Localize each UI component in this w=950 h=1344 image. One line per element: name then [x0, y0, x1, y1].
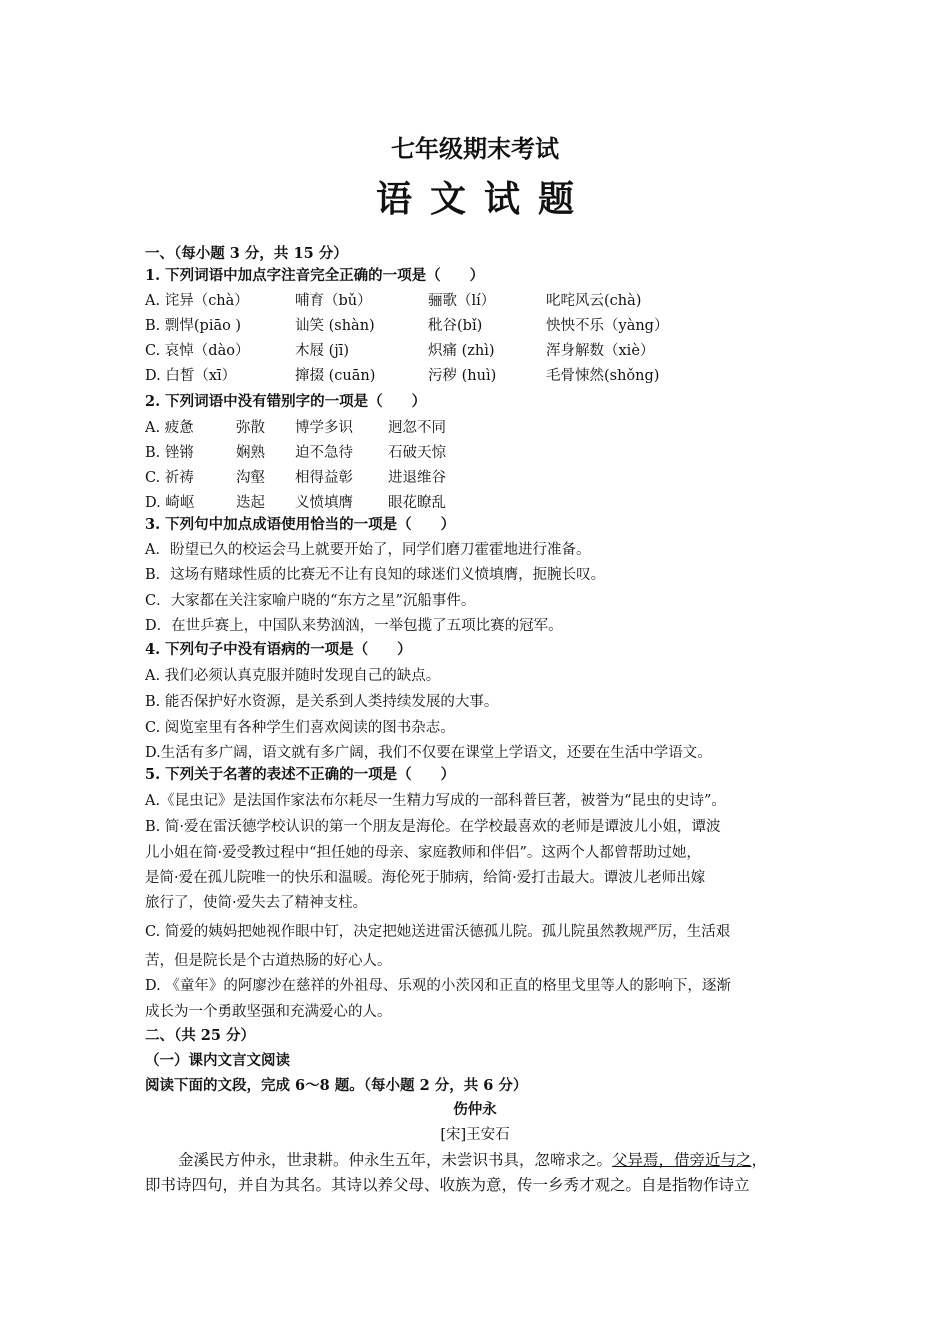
q1-c-4: 浑身解数（xiè）	[546, 343, 655, 359]
q2-d-1: D. 崎岖	[145, 495, 195, 511]
q2-d-3: 义愤填膺	[295, 495, 353, 511]
section2-subheading: （一）课内文言文阅读	[145, 1052, 290, 1069]
section2-heading: 二、（共 25 分）	[145, 1027, 256, 1044]
q1-d-4: 毛骨悚然(shǒng)	[546, 368, 660, 384]
q4-option-a: A. 我们必须认真克服并随时发现自己的缺点。	[145, 668, 441, 684]
q5-line-1: A.《昆虫记》是法国作家法布尔耗尽一生精力写成的一部科普巨著，被誉为“昆虫的史诗”。	[145, 793, 726, 809]
section2-instruction: 阅读下面的文段，完成 6～8 题。（每小题 2 分，共 6 分）	[145, 1077, 528, 1094]
q1-a-4: 叱咤风云(chà)	[546, 293, 642, 309]
q2-d-4: 眼花瞭乱	[388, 495, 446, 511]
q4-option-b: B. 能否保护好水资源，是关系到人类持续发展的大事。	[145, 694, 499, 710]
q2-a-3: 博学多识	[295, 420, 353, 436]
q4-option-d: D.生活有多广阔，语文就有多广阔，我们不仅要在课堂上学语文，还要在生活中学语文。	[145, 745, 712, 761]
q5-line-3: 儿小姐在简·爱受教过程中“担任她的母亲、家庭教师和伴侣”。这两个人都曾帮助过她，	[145, 845, 701, 861]
passage-line-1-start: 金溪民方仲永，世隶耕。仲永生五年，未尝识书具，忽啼求之。	[178, 1151, 613, 1169]
q1-stem: 1. 下列词语中加点字注音完全正确的一项是（ ）	[145, 267, 485, 284]
q2-b-2: 娴熟	[236, 445, 265, 461]
q1-a-2: 哺育（bǔ）	[295, 293, 372, 309]
q2-a-1: A. 疲惫	[145, 420, 194, 436]
passage-title: 伤仲永	[453, 1101, 497, 1118]
q2-b-1: B. 锉锵	[145, 445, 194, 461]
q1-d-2: 撺掇 (cuān)	[295, 368, 376, 384]
q4-option-c: C. 阅览室里有各种学生们喜欢阅读的图书杂志。	[145, 720, 455, 736]
q3-option-b: B．这场有赌球性质的比赛无不让有良知的球迷们义愤填膺，扼腕长叹。	[145, 567, 606, 583]
passage-line-1-end: ，	[751, 1151, 768, 1169]
passage-line-1	[178, 1150, 767, 1170]
q2-stem: 2. 下列词语中没有错别字的一项是（ ）	[145, 393, 427, 410]
q1-b-2: 讪笑 (shàn)	[295, 318, 375, 334]
q3-option-c: C．大家都在关注家喻户晓的“东方之星”沉船事件。	[145, 593, 476, 609]
q2-c-3: 相得益彰	[295, 470, 353, 486]
q2-b-4: 石破天惊	[388, 445, 446, 461]
q5-line-6: C. 简爱的姨妈把她视作眼中钉，决定把她送进雷沃德孤儿院。孤儿院虽然教规严厉，生活艰	[145, 924, 731, 940]
section1-heading: 一、（每小题 3 分，共 15 分）	[145, 245, 348, 262]
q5-line-5: 旅行了，使简·爱失去了精神支柱。	[145, 895, 368, 911]
passage-underlined-phrase: 父异焉，借旁近与之	[612, 1151, 752, 1169]
q1-d-1: D. 白皙（xī）	[145, 368, 237, 384]
passage-author: [宋]王安石	[440, 1127, 510, 1143]
q3-option-a: A．盼望已久的校运会马上就要开始了，同学们磨刀霍霍地进行准备。	[145, 542, 591, 558]
q1-d-3: 污秽 (huì)	[428, 368, 497, 384]
q2-a-4: 迥忽不同	[388, 420, 446, 436]
q5-line-8: D. 《童年》的阿廖沙在慈祥的外祖母、乐观的小茨冈和正直的格里戈里等人的影响下，逐渐	[145, 978, 731, 994]
q5-line-2: B. 简·爱在雷沃德学校认识的第一个朋友是海伦。在学校最喜欢的老师是谭波儿小姐，谭波	[145, 819, 721, 835]
q5-line-4: 是简·爱在孤儿院唯一的快乐和温暖。海伦死于肺病，给简·爱打击最大。谭波儿老师出嫁	[145, 870, 706, 886]
q2-a-2: 弥散	[236, 420, 265, 436]
q2-c-4: 进退维谷	[388, 470, 446, 486]
q5-line-9: 成长为一个勇敢坚强和充满爱心的人。	[145, 1004, 392, 1020]
q2-c-1: C. 祈祷	[145, 470, 194, 486]
q1-c-3: 炽痛 (zhì)	[428, 343, 495, 359]
exam-subject-title: 语文试题	[375, 178, 592, 220]
q1-b-3: 秕谷(bǐ)	[428, 318, 483, 334]
passage-line-2: 即书诗四句，并自为其名。其诗以养父母、收族为意，传一乡秀才观之。自是指物作诗立	[145, 1176, 750, 1194]
exam-title: 七年级期末考试	[391, 134, 559, 163]
q1-b-1: B. 剽悍(piāo )	[145, 318, 242, 334]
q1-b-4: 怏怏不乐（yàng）	[546, 318, 669, 334]
q2-c-2: 沟壑	[236, 470, 265, 486]
q1-c-1: C. 哀悼（dào）	[145, 343, 250, 359]
q1-a-1: A. 诧异（chà）	[145, 293, 249, 309]
q1-a-3: 骊歌（lí）	[428, 293, 496, 309]
q5-stem: 5. 下列关于名著的表述不正确的一项是（ ）	[145, 766, 456, 783]
q3-option-d: D．在世乒赛上，中国队来势汹汹，一举包揽了五项比赛的冠军。	[145, 618, 563, 634]
q4-stem: 4. 下列句子中没有语病的一项是（ ）	[145, 641, 412, 658]
q2-b-3: 迫不急待	[295, 445, 353, 461]
q1-c-2: 木屐 (jī)	[295, 343, 350, 359]
q2-d-2: 迭起	[236, 495, 265, 511]
q5-line-7: 苦，但是院长是个古道热肠的好心人。	[145, 953, 392, 969]
q3-stem: 3. 下列句中加点成语使用恰当的一项是（ ）	[145, 516, 456, 533]
